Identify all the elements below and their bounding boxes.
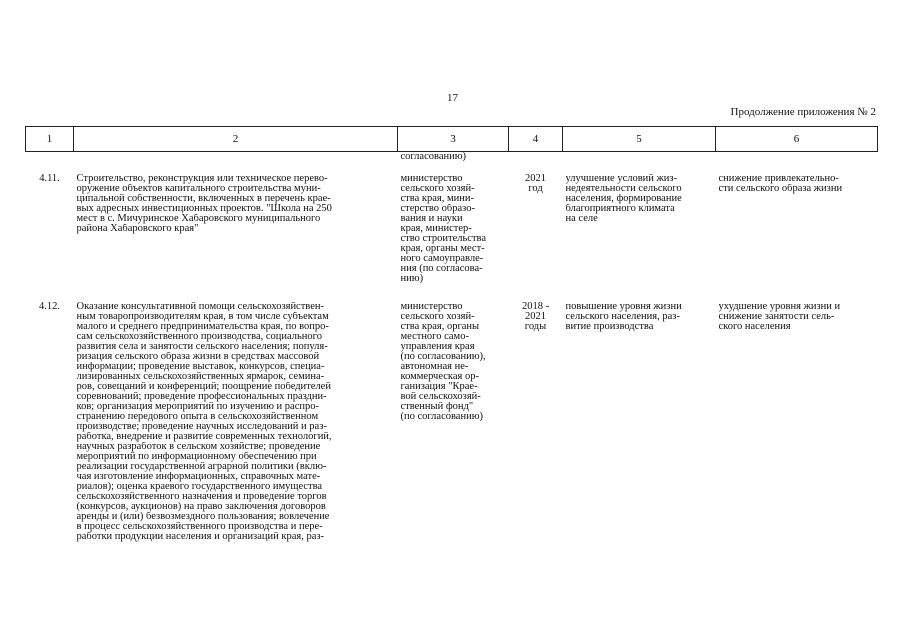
continuation-row [26, 152, 878, 175]
text-line: год [528, 184, 543, 194]
text-line: информации; проведение выставок, конкурсов, специа- [76, 362, 325, 372]
text-line: на селе [565, 214, 598, 224]
text-line: благоприятного климата [565, 204, 675, 214]
row-number: 4.11. [39, 173, 60, 184]
column-header-1: 1 [26, 127, 74, 152]
executors-cell [398, 302, 509, 542]
executors-cell [398, 152, 509, 175]
text-line: министерство [400, 174, 463, 184]
text-line: коммерческая ор- [400, 372, 479, 382]
text-line: оружение объектов капитального строительства муни- [76, 184, 321, 194]
text-line: ного самоуправле- [400, 254, 484, 264]
text-line: нию) [400, 274, 424, 284]
text-line: сам сельскохозяйственного производства, социального [76, 332, 322, 342]
description-cell [74, 174, 398, 302]
text-line: годы [524, 322, 547, 332]
page-number: 17 [447, 92, 458, 104]
consequence-cell [716, 174, 878, 302]
text-line: (по согласованию) [400, 412, 484, 422]
text-line: ство строительства [400, 234, 487, 244]
text-line: вых адресных инвестиционных проектов. "Школа на 250 [76, 204, 332, 214]
text-line: снижение привлекательно- [718, 174, 839, 184]
text-line: ния (по согласова- [400, 264, 483, 274]
text-line: соревнований; проведение профессиональных праздни- [76, 392, 327, 402]
text-line: мероприятий по информационному обеспечению при [76, 452, 317, 462]
text-line: развития села и занятости сельского населения; популя- [76, 342, 328, 352]
text-line: края, министер- [400, 224, 472, 234]
text-line: 2021 [525, 312, 546, 322]
column-header-2: 2 [74, 127, 398, 152]
result-cell [563, 302, 716, 542]
continuation-label: Продолжение приложения № 2 [730, 106, 876, 118]
consequence-cell [716, 302, 878, 542]
text-line: научных разработок в сельском хозяйстве; проведение [76, 442, 321, 452]
text-line: чая изготовление информационных, справочных мате- [76, 472, 321, 482]
table-row [26, 302, 878, 542]
text-line: ственный фонд" [400, 402, 474, 412]
text-line: (по согласованию), [400, 352, 486, 362]
text-line: снижение занятости сель- [718, 312, 835, 322]
text-line: сти сельского образа жизни [718, 184, 843, 194]
text-line: сельскохозяйственного назначения и проведение торгов [76, 492, 327, 502]
text-line: реализации государственной аграрной политики (вклю- [76, 462, 327, 472]
description-cell [74, 302, 398, 542]
text-line: сельского хозяй- [400, 184, 475, 194]
text-line: малого и среднего предпринимательства края, по вопро- [76, 322, 329, 332]
text-line: ганизация "Крае- [400, 382, 478, 392]
text-line: работки продукции населения и организаций края, раз- [76, 532, 324, 542]
text-line: риалов); оценка краевого государственного имущества [76, 482, 323, 492]
text-line: района Хабаровского края" [76, 224, 199, 234]
text-line: края, органы мест- [400, 244, 485, 254]
table-row [26, 174, 878, 302]
text-line: сельского населения, раз- [565, 312, 680, 322]
text-line: министерство [400, 302, 463, 312]
text-line: 2018 - [521, 302, 550, 312]
text-line: ства края, мини- [400, 194, 474, 204]
column-header-6: 6 [716, 127, 878, 152]
text-line: ным товаропроизводителям края, в том числе субъектам [76, 312, 329, 322]
text-line: вания и науки [400, 214, 463, 224]
years-cell [509, 174, 563, 302]
years-cell [509, 302, 563, 542]
text-line: Строительство, реконструкция или техническое перево- [76, 174, 328, 184]
text-line: населения, формирование [565, 194, 682, 204]
text-line: улучшение условий жиз- [565, 174, 678, 184]
table-header-row [26, 127, 878, 152]
result-cell [563, 174, 716, 302]
text-line: (конкурсов, аукционов) на право заключения договоров [76, 502, 326, 512]
text-line: согласованию) [400, 152, 467, 162]
column-header-5: 5 [563, 127, 716, 152]
text-line: производстве; проведение научных исследований и раз- [76, 422, 327, 432]
text-line: ков; организация мероприятий по изучению и распро- [76, 402, 319, 412]
text-line: недеятельности сельского [565, 184, 682, 194]
text-line: 2021 [525, 174, 546, 184]
text-line: работка, внедрение и развитие современных технологий, [76, 432, 332, 442]
text-line: мест в с. Мичуринское Хабаровского муниципального [76, 214, 321, 224]
text-line: витие производства [565, 322, 654, 332]
text-line: странению передового опыта в сельскохозяйственном [76, 412, 319, 422]
text-line: аренды и (или) безвозмездного пользования; вовлечение [76, 512, 330, 522]
text-line: ризация сельского образа жизни в средствах массовой [76, 352, 320, 362]
text-line: местного само- [400, 332, 469, 342]
text-line: ства края, органы [400, 322, 480, 332]
text-line: ров, совещаний и конференций; поощрение победителей [76, 382, 331, 392]
text-line: ухудшение уровня жизни и [718, 302, 841, 312]
text-line: управления края [400, 342, 475, 352]
column-header-3: 3 [398, 127, 509, 152]
text-line: сельского хозяй- [400, 312, 475, 322]
text-line: стерство образо- [400, 204, 476, 214]
text-line: вой сельскохозяй- [400, 392, 481, 402]
row-number: 4.12. [39, 301, 60, 312]
executors-cell [398, 174, 509, 302]
text-line: повышение уровня жизни [565, 302, 682, 312]
text-line: ципальной собственности, включенных в перечень крае- [76, 194, 331, 204]
text-line: в процесс сельскохозяйственного производства и пере- [76, 522, 323, 532]
text-line: автономная не- [400, 362, 469, 372]
text-line: ского населения [718, 322, 791, 332]
text-line: Оказание консультативной помощи сельскохозяйствен- [76, 302, 324, 312]
text-line: лизированных сельскохозяйственных ярмарок, семина- [76, 372, 325, 382]
document-table [25, 126, 878, 542]
column-header-4: 4 [509, 127, 563, 152]
